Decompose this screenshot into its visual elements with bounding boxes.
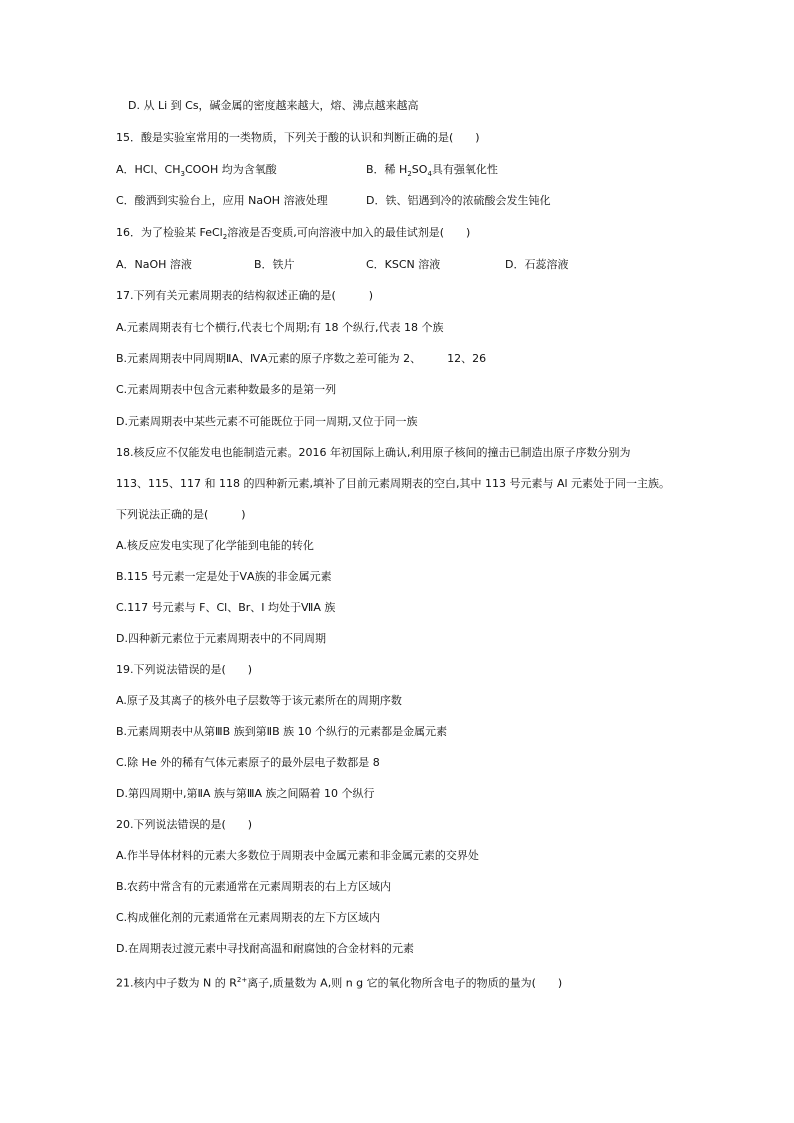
q16-option-b: B．铁片 [254, 258, 295, 271]
q16-option-c: C．KSCN 溶液 [366, 258, 441, 271]
q18-option-d: D.四种新元素位于元素周期表中的不同周期 [116, 632, 326, 645]
q17-option-a: A.元素周期表有七个横行,代表七个周期;有 18 个纵行,代表 18 个族 [116, 321, 444, 334]
q19-option-c: C.除 He 外的稀有气体元素原子的最外层电子数都是 8 [116, 756, 380, 769]
q19-option-a: A.原子及其离子的核外电子层数等于该元素所在的周期序数 [116, 694, 402, 707]
q18-option-c: C.117 号元素与 F、Cl、Br、I 均处于ⅦA 族 [116, 601, 336, 614]
q15-option-a: A．HCl、$CH_3COOH$ 均为含氧酸 [116, 163, 277, 179]
q21-stem: 21.核内中子数为 N 的 $R^{2+}$离子,质量数为 A,则 n g 它的氧化物所含电子的物质的量为( ) [116, 976, 563, 990]
q17-option-d: D.元素周期表中某些元素不可能既位于同一周期,又位于同一族 [116, 415, 418, 428]
q17-option-b: B.元素周期表中同周期ⅡA、ⅣA元素的原子序数之差可能为 2、 12、26 [116, 352, 487, 365]
q14-option-d: D. 从 Li 到 Cs，碱金属的密度越来越大，熔、沸点越来越高 [128, 99, 419, 112]
q15-option-c: C．酸洒到实验台上，应用 NaOH 溶液处理 [116, 194, 328, 207]
q18-stem-line-3: 下列说法正确的是( ) [116, 508, 246, 521]
q20-option-b: B.农药中常含有的元素通常在元素周期表的右上方区域内 [116, 880, 392, 893]
q19-stem: 19.下列说法错误的是( ) [116, 663, 253, 676]
q17-stem: 17.下列有关元素周期表的结构叙述正确的是( ) [116, 289, 374, 302]
q18-stem-line-2: 113、115、117 和 118 的四种新元素,填补了目前元素周期表的空白,其中 113 号元素与 Al 元素处于同一主族。 [116, 477, 671, 490]
q15-option-b: B．稀 $H_2SO_4$具有强氧化性 [366, 163, 498, 179]
q18-option-a: A.核反应发电实现了化学能到电能的转化 [116, 539, 314, 552]
q16-option-a: A．NaOH 溶液 [116, 258, 192, 271]
q20-stem: 20.下列说法错误的是( ) [116, 818, 253, 831]
q15-option-d: D．铁、铝遇到冷的浓硫酸会发生钝化 [366, 194, 551, 207]
q20-option-d: D.在周期表过渡元素中寻找耐高温和耐腐蚀的合金材料的元素 [116, 942, 414, 955]
q20-option-a: A.作半导体材料的元素大多数位于周期表中金属元素和非金属元素的交界处 [116, 849, 479, 862]
q18-option-b: B.115 号元素一定是处于ⅤA族的非金属元素 [116, 570, 332, 583]
q17-option-c: C.元素周期表中包含元素种数最多的是第一列 [116, 383, 337, 396]
q20-option-c: C.构成催化剂的元素通常在元素周期表的左下方区域内 [116, 911, 381, 924]
q19-option-b: B.元素周期表中从第ⅢB 族到第ⅡB 族 10 个纵行的元素都是金属元素 [116, 725, 448, 738]
q16-stem: 16．为了检验某 FeCl$_2$溶液是否变质,可向溶液中加入的最佳试剂是( ) [116, 226, 471, 242]
q18-stem-line-1: 18.核反应不仅能发电也能制造元素。2016 年初国际上确认,利用原子核间的撞击已制造出原子序数分别为 [116, 446, 631, 459]
q19-option-d: D.第四周期中,第ⅡA 族与第ⅢA 族之间隔着 10 个纵行 [116, 787, 375, 800]
q16-option-d: D．石蕊溶液 [505, 258, 569, 271]
q15-stem: 15．酸是实验室常用的一类物质，下列关于酸的认识和判断正确的是( ) [116, 131, 480, 144]
